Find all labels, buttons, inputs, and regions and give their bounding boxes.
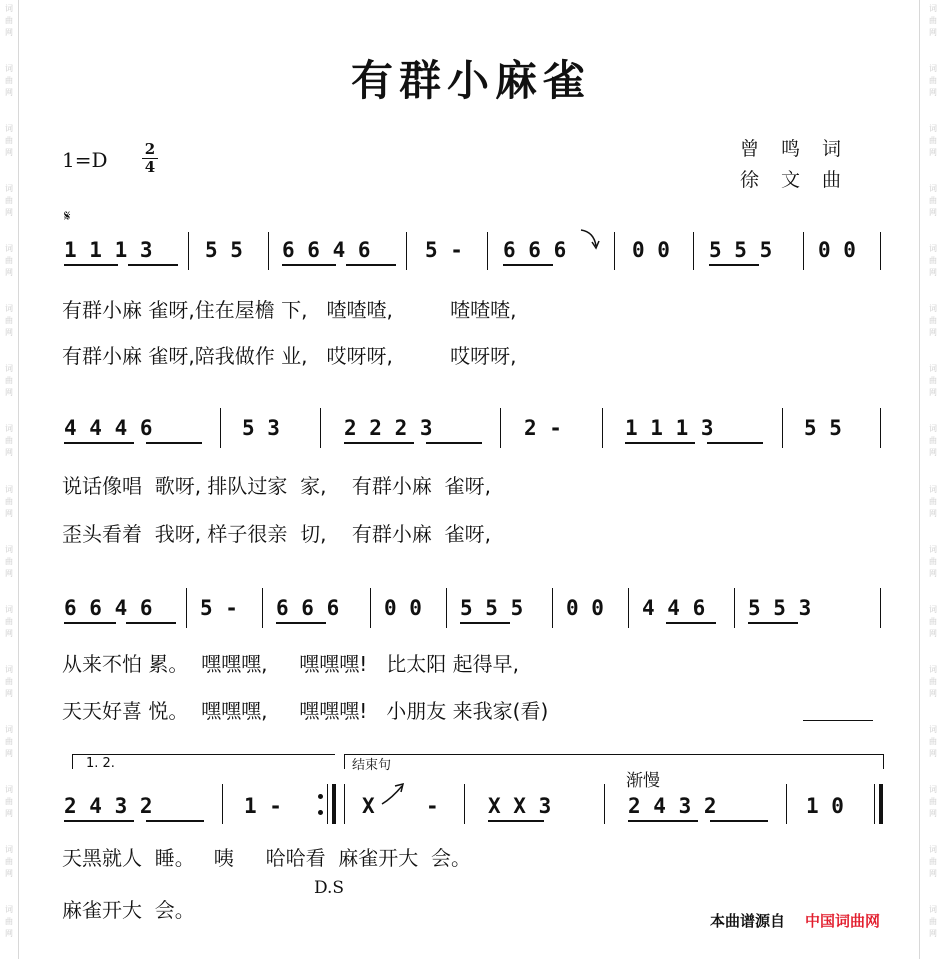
barline (500, 408, 501, 448)
lyric-r2-verse1: 说话像唱 歌呀, 排队过家 家, 有群小麻 雀呀, (62, 474, 492, 498)
breath-arrow-icon (578, 226, 604, 252)
measure-r1-6: 0 0 (632, 238, 670, 262)
measure-r2-5: 1 1 1 3 (625, 416, 714, 440)
watermark-char: 词 (5, 244, 13, 254)
watermark-char: 网 (5, 28, 13, 37)
lyric-r4-verse2: 麻雀开大 会。 (62, 898, 195, 922)
watermark-char: 词 (5, 904, 13, 914)
repeat-dot (318, 794, 323, 799)
watermark-char: 曲 (929, 796, 937, 806)
eighth-beam (748, 622, 798, 624)
barline (880, 232, 881, 270)
watermark-char: 词 (5, 844, 13, 854)
repeat-dot (318, 810, 323, 815)
barline (803, 232, 804, 270)
final-barline (879, 784, 883, 824)
barline (220, 408, 221, 448)
watermark-char: 词 (929, 604, 937, 614)
barline (874, 784, 875, 824)
measure-r3-3: 6 6 6 (276, 596, 340, 620)
watermark-char: 网 (5, 508, 13, 518)
measure-r1-3: 6 6 4 6 (282, 238, 371, 262)
watermark-char: 曲 (5, 616, 13, 626)
source-credit (710, 910, 880, 931)
watermark-char: 词 (929, 544, 937, 554)
watermark-char: 网 (5, 748, 13, 758)
measure-r4-4: X X 3 (488, 794, 552, 818)
measure-r4-6: 1 0 (806, 794, 844, 818)
watermark-char: 网 (5, 388, 13, 398)
left-margin-line (18, 0, 19, 959)
watermark-char: 网 (5, 568, 13, 578)
watermark-char: 词 (929, 904, 937, 914)
watermark-char: 网 (5, 928, 13, 938)
measure-r4-2: 1 - (244, 794, 282, 818)
lyric-r1-verse2: 有群小麻 雀呀,陪我做作 业, 哎呀呀, 哎呀呀, (62, 344, 517, 368)
eighth-beam (346, 264, 396, 266)
measure-r1-8: 0 0 (818, 238, 856, 262)
barline (222, 784, 223, 824)
watermark-char: 词 (5, 784, 13, 794)
watermark-char: 网 (929, 868, 937, 878)
eighth-beam (625, 442, 695, 444)
watermark-char: 曲 (5, 856, 13, 866)
barline (262, 588, 263, 628)
barline (320, 408, 321, 448)
measure-r3-4: 0 0 (384, 596, 422, 620)
eighth-beam (146, 442, 202, 444)
watermark-char: 曲 (929, 916, 937, 926)
watermark-char: 曲 (929, 196, 937, 206)
time-signature-top: 2 (144, 140, 156, 158)
measure-r3-8: 5 5 3 (748, 596, 812, 620)
segno-sign: 𝄋 (64, 207, 71, 225)
watermark-char: 网 (929, 148, 937, 158)
watermark-char: 网 (929, 388, 937, 398)
barline (327, 784, 328, 824)
watermark-char: 曲 (5, 136, 13, 146)
eighth-beam (488, 820, 544, 822)
watermark-char: 网 (929, 28, 937, 37)
watermark-char: 词 (929, 424, 937, 434)
key-signature: 1=D (62, 148, 108, 172)
lyric-r1-verse1: 有群小麻 雀呀,住在屋檐 下, 喳喳喳, 喳喳喳, (62, 298, 517, 322)
watermark-char: 网 (929, 448, 937, 458)
watermark-char: 网 (929, 808, 937, 818)
watermark-char: 曲 (929, 736, 937, 746)
watermark-char: 曲 (5, 916, 13, 926)
time-signature-bottom: 4 (144, 158, 156, 176)
watermark-char: 词 (929, 304, 937, 314)
watermark-char: 词 (929, 844, 937, 854)
eighth-beam (666, 622, 716, 624)
watermark-char: 曲 (929, 316, 937, 326)
final-repeat-barline (332, 784, 336, 824)
eighth-beam (146, 820, 204, 822)
watermark-char: 网 (5, 688, 13, 698)
watermark-char: 词 (929, 724, 937, 734)
watermark-char: 网 (5, 208, 13, 218)
barline (186, 588, 187, 628)
watermark-char: 词 (929, 784, 937, 794)
watermark-char: 网 (929, 688, 937, 698)
watermark-char: 词 (929, 364, 937, 374)
watermark-char: 词 (929, 484, 937, 494)
eighth-beam (276, 622, 326, 624)
watermark-char: 曲 (5, 436, 13, 446)
watermark-char: 词 (5, 544, 13, 554)
measure-r4-5: 2 4 3 2 (628, 794, 717, 818)
eighth-beam (64, 622, 116, 624)
watermark-char: 曲 (929, 376, 937, 386)
eighth-beam (282, 264, 336, 266)
measure-r4-3b: - (426, 794, 439, 818)
watermark-char: 曲 (5, 316, 13, 326)
eighth-beam (426, 442, 482, 444)
barline (693, 232, 694, 270)
eighth-beam (126, 622, 176, 624)
eighth-beam (64, 264, 118, 266)
watermark-char: 词 (5, 124, 13, 134)
watermark-char: 曲 (929, 616, 937, 626)
watermark-char: 曲 (929, 676, 937, 686)
watermark-char: 词 (929, 664, 937, 674)
watermark-char: 曲 (929, 856, 937, 866)
lyric-underline (803, 720, 873, 721)
lyric-r2-verse2: 歪头看着 我呀, 样子很亲 切, 有群小麻 雀呀, (62, 522, 492, 546)
watermark-char: 曲 (5, 556, 13, 566)
watermark-char: 网 (929, 628, 937, 638)
watermark-char: 曲 (5, 736, 13, 746)
watermark-char: 网 (5, 808, 13, 818)
measure-r2-4: 2 - (524, 416, 562, 440)
watermark-char: 曲 (5, 196, 13, 206)
source-brand-link[interactable]: 中国词曲网 (805, 912, 881, 930)
watermark-char: 曲 (929, 496, 937, 506)
measure-r3-6: 0 0 (566, 596, 604, 620)
watermark-char: 网 (5, 328, 13, 338)
watermark-char: 网 (5, 268, 13, 278)
watermark-char: 词 (5, 604, 13, 614)
watermark-char: 词 (5, 364, 13, 374)
barline (880, 408, 881, 448)
barline (786, 784, 787, 824)
lyric-r4-verse1: 天黑就人 睡。 咦 哈哈看 麻雀开大 会。 (62, 846, 472, 870)
watermark-char: 网 (5, 88, 13, 98)
watermark-char: 词 (5, 64, 13, 74)
eighth-beam (707, 442, 763, 444)
watermark-char: 网 (5, 868, 13, 878)
lyricist-credit: 曾鸣词 (740, 138, 864, 160)
watermark-char: 词 (929, 64, 937, 74)
watermark-char: 网 (929, 88, 937, 98)
watermark-char: 词 (5, 4, 13, 13)
barline (188, 232, 189, 270)
eighth-beam (64, 820, 134, 822)
measure-r1-7: 5 5 5 (709, 238, 773, 262)
ending-label: 结束句 (352, 758, 392, 773)
barline (464, 784, 465, 824)
measure-r2-6: 5 5 (804, 416, 842, 440)
eighth-beam (503, 264, 553, 266)
watermark-char: 网 (5, 148, 13, 158)
volta-bracket-ending (344, 754, 884, 769)
composer-credit: 徐文曲 (740, 169, 864, 191)
dal-segno-mark: D.S (314, 878, 345, 898)
watermark-char: 词 (929, 4, 937, 13)
watermark-char: 网 (929, 508, 937, 518)
eighth-beam (709, 264, 759, 266)
watermark-char: 曲 (929, 16, 937, 25)
barline (628, 588, 629, 628)
barline (880, 588, 881, 628)
watermark-char: 曲 (929, 556, 937, 566)
watermark-char: 曲 (5, 76, 13, 86)
measure-r1-2: 5 5 (205, 238, 243, 262)
glide-arrow-icon (380, 780, 408, 808)
lyric-r3-verse1: 从来不怕 累。 嘿嘿嘿, 嘿嘿嘿! 比太阳 起得早, (62, 652, 520, 676)
measure-r2-1: 4 4 4 6 (64, 416, 153, 440)
watermark-char: 词 (5, 184, 13, 194)
watermark-char: 曲 (929, 76, 937, 86)
barline (602, 408, 603, 448)
barline (604, 784, 605, 824)
eighth-beam (344, 442, 414, 444)
measure-r4-1: 2 4 3 2 (64, 794, 153, 818)
watermark-char: 词 (929, 184, 937, 194)
watermark-char: 曲 (5, 256, 13, 266)
watermark-char: 曲 (929, 436, 937, 446)
measure-r3-2: 5 - (200, 596, 238, 620)
eighth-beam (64, 442, 134, 444)
watermark-char: 网 (929, 748, 937, 758)
watermark-char: 词 (5, 304, 13, 314)
measure-r3-1: 6 6 4 6 (64, 596, 153, 620)
watermark-char: 网 (929, 568, 937, 578)
barline (614, 232, 615, 270)
watermark-char: 网 (5, 628, 13, 638)
measure-r3-5: 5 5 5 (460, 596, 524, 620)
measure-r1-1: 1 1 1 3 (64, 238, 153, 262)
measure-r4-3: X (362, 794, 375, 818)
barline (370, 588, 371, 628)
watermark-char: 词 (929, 124, 937, 134)
watermark-char: 词 (5, 424, 13, 434)
eighth-beam (460, 622, 510, 624)
watermark-char: 曲 (5, 16, 13, 25)
barline (406, 232, 407, 270)
watermark-char: 网 (929, 328, 937, 338)
watermark-char: 曲 (5, 676, 13, 686)
source-label: 本曲谱源自 (710, 912, 786, 930)
watermark-char: 曲 (5, 376, 13, 386)
watermark-char: 曲 (929, 256, 937, 266)
measure-r3-7: 4 4 6 (642, 596, 706, 620)
watermark-char: 词 (5, 724, 13, 734)
barline (734, 588, 735, 628)
time-signature (142, 141, 158, 176)
eighth-beam (710, 820, 768, 822)
right-watermark (925, 0, 941, 963)
barline (446, 588, 447, 628)
tempo-marking: 渐慢 (626, 771, 660, 791)
watermark-char: 曲 (5, 496, 13, 506)
barline (552, 588, 553, 628)
watermark-char: 曲 (929, 136, 937, 146)
song-title: 有群小麻雀 (350, 56, 591, 105)
watermark-char: 词 (929, 244, 937, 254)
measure-r1-4: 5 - (425, 238, 463, 262)
watermark-char: 网 (929, 928, 937, 938)
lyric-r3-verse2: 天天好喜 悦。 嘿嘿嘿, 嘿嘿嘿! 小朋友 来我家(看) (62, 699, 549, 723)
barline (268, 232, 269, 270)
watermark-char: 词 (5, 484, 13, 494)
right-margin-line (919, 0, 920, 959)
watermark-char: 网 (929, 208, 937, 218)
watermark-char: 网 (5, 448, 13, 458)
left-watermark (1, 0, 17, 963)
measure-r2-3: 2 2 2 3 (344, 416, 433, 440)
measure-r2-2: 5 3 (242, 416, 280, 440)
watermark-char: 曲 (5, 796, 13, 806)
barline (487, 232, 488, 270)
eighth-beam (628, 820, 698, 822)
watermark-char: 词 (5, 664, 13, 674)
eighth-beam (128, 264, 178, 266)
watermark-char: 网 (929, 268, 937, 278)
barline (344, 784, 345, 824)
measure-r1-5: 6 6 6 (503, 238, 567, 262)
barline (782, 408, 783, 448)
volta-1-label: 1. 2. (86, 756, 115, 771)
